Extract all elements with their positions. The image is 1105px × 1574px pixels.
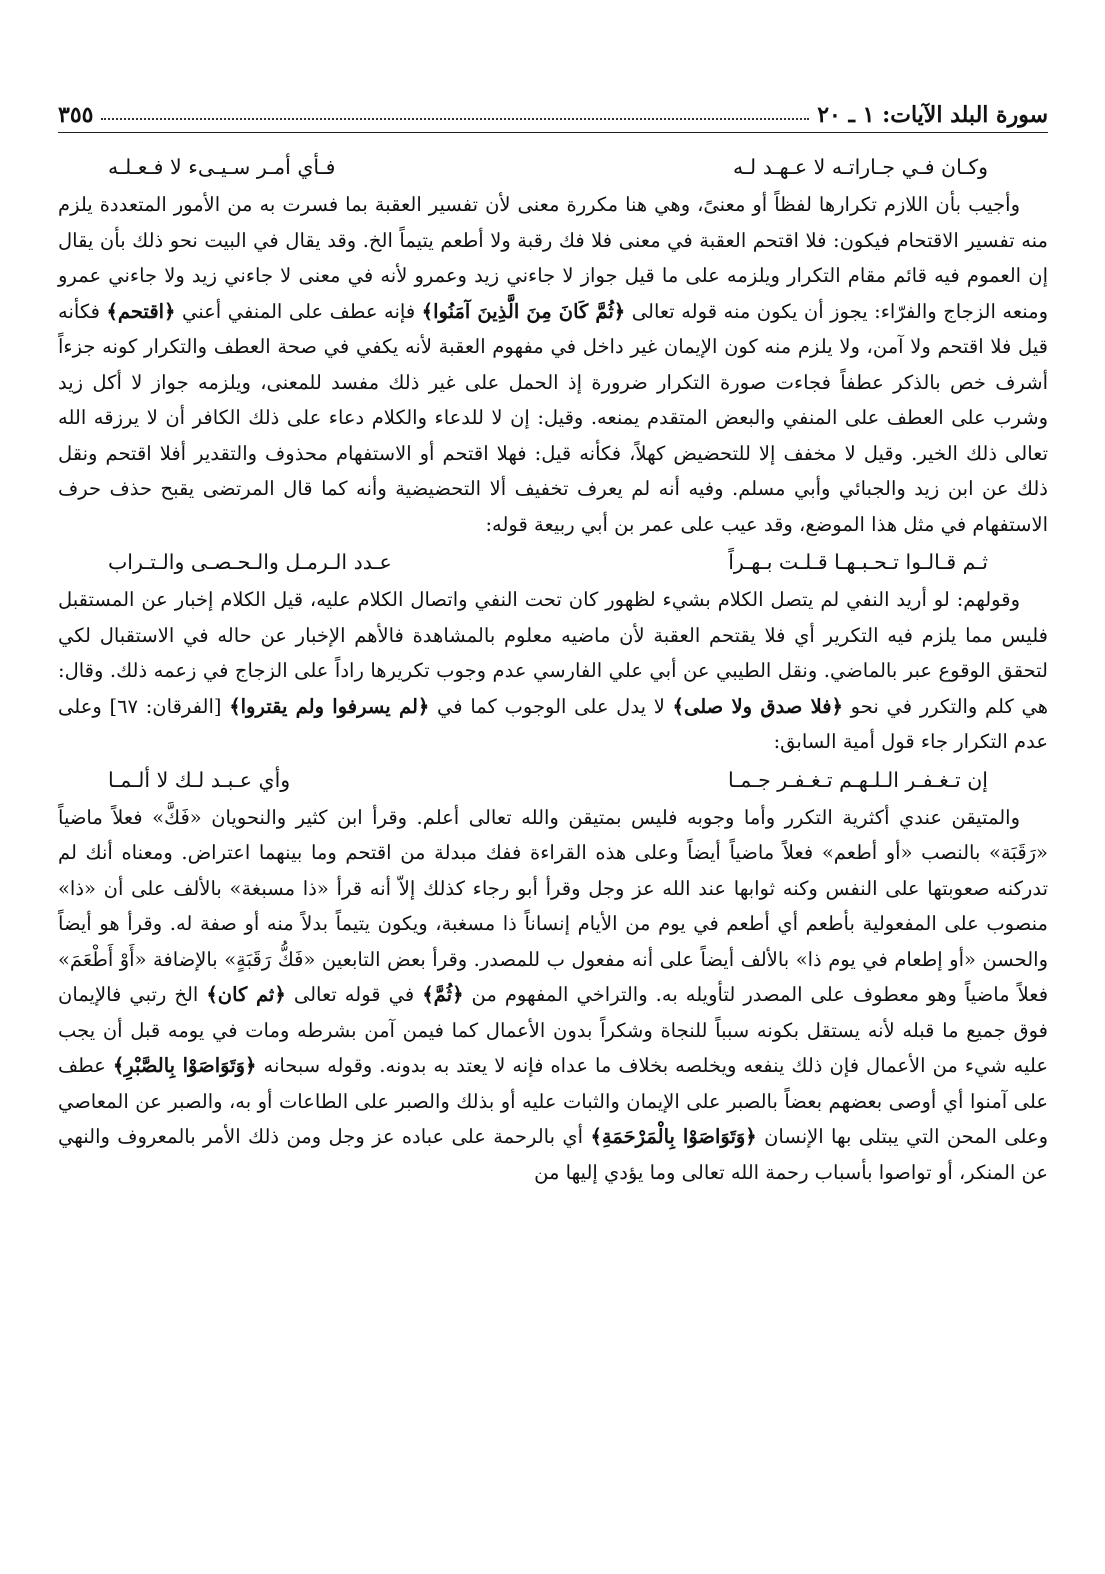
quran-citation: ﴿فلا صدق ولا صلى﴾	[672, 694, 843, 718]
paragraph-text: فإنه عطف على المنفي أعني	[182, 299, 416, 323]
verse-second-hemistich: وأي عـبـد لـك لا ألـمـا	[108, 767, 291, 792]
paragraph	[58, 800, 1048, 1191]
poetry-verse	[58, 760, 1048, 800]
paragraph-text: وقولهم: لو أريد النفي لم يتصل الكلام بشيء لظهور كان تحت النفي واتصال الكلام عليه، قيل الكلام إخبار عن المستقبل فليس مما يلزم فيه التكرير أي فلا يقتحم العقبة لأن ماضيه معلوم بالمشاهدة فالأهم الإخبار عن حاله في الاستقبال لكي لتحقق الوقوع عبر بالماضي. ونقل الطيبي عن أبي علي الفارسي عدم وجوب تكريرها راداً على الزجاج في زعمه ذلك. وقال: هي كلم والتكرر في نحو	[58, 588, 1048, 718]
verse-first-hemistich: ثـم قـالـوا تـحـبـهـا قـلـت بـهـراً	[728, 550, 988, 574]
paragraph-text: في قوله تعالى	[293, 983, 415, 1006]
poetry-verse	[58, 542, 1048, 582]
paragraph-text: الخ رتبي فالإيمان فوق جميع ما قبله لأنه يستقل بكونه سبباً للنجاة وشكراً بدون الأعمال كما فيمن آمن بشرطه ومات في يومه قبل أن يجب عليه شيء من الأعمال فإن ذلك ينفعه ويخلصه بخلاف ما عداه فإنه لا يعتد به بدونه. وقوله سبحانه	[58, 983, 1049, 1077]
paragraph	[58, 582, 1048, 760]
page-body	[58, 147, 1048, 1190]
chapter-title: سورة البلد الآيات: ١ ـ ٢٠	[817, 102, 1048, 128]
verse-second-hemistich: فـأي أمـر سـيـىء لا فـعـلـه	[108, 155, 336, 179]
paragraph-text: والمتيقن عندي أكثرية التكرر وأما وجوبه فليس بمتيقن والله تعالى أعلم. وقرأ ابن كثير والنحويان «فَكَّ» فعلاً ماضياً «رَقَبَة» بالنصب «أو أطعم» فعلاً ماضياً أيضاً وعلى هذه القراءة ففك مبدلة من اقتحم وما بينهما اعتراض. ومعناه أنك لم تدركنه صعوبتها على النفس وكنه ثوابها عند الله عز وجل وقرأ أبو رجاء كذلك إلاّ أنه قرأ «ذا مسبغة» بالألف على أن «ذا» منصوب على المفعولية بأطعم أي أطعم في يوم من الأيام إنساناً ذا مسغبة، ويكون يتيماً بدلاً منه أو صفة له. وقرأ هو أيضاً والحسن «أو إطعام في يوم ذا» بالألف أيضاً على أنه مفعول ب للمصدر. وقرأ بعض التابعين «فَكُّ رَقَبَةٍ» بالإضافة «أَوْ أَطْعَمَ» فعلاً ماضياً وهو معطوف على المصدر لتأويله به. والتراخي المفهوم من	[58, 805, 1049, 1006]
header-dot-leader	[101, 117, 809, 120]
quran-citation: ﴿ثُمَّ﴾	[422, 983, 464, 1006]
quran-citation: ﴿وَتَوَاصَوْا بِالْمَرْحَمَةِ﴾	[590, 1125, 757, 1148]
paragraph-text: وأجيب بأن اللازم تكرارها لفظاً أو معنىً، وهي هنا مكررة معنى لأن تفسير العقبة بما فسرت به من الأمور المتعددة يلزم منه تفسير الاقتحام فيكون: فلا اقتحم العقبة في معنى فلا فك رقبة ولا أطعم يتيماً الخ. وقد يقال في البيت نحو ذلك بأن يقال إن العموم فيه قائم مقام التكرار ويلزمه على ما قيل جواز لا جاءني زيد وعمرو لأنه في معنى لا جاءني زيد ولا جاءني عمرو ومنعه الزجاج والفرّاء: يجوز أن يكون منه قوله تعالى	[58, 193, 1049, 323]
running-header	[58, 88, 1048, 133]
book-page	[58, 88, 1048, 1558]
verse-second-hemistich: عـدد الـرمـل والـحـصـى والـتـراب	[108, 550, 392, 574]
poetry-verse	[58, 147, 1048, 187]
paragraph-text: فكأنه قيل فلا اقتحم ولا آمن، ولا يلزم منه كون الإيمان غير داخل في مفهوم العقبة لأنه يكفي في صحة العطف والتكرار كونه جزءاً أشرف خص بالذكر عطفاً فجاءت صورة التكرار ضرورة إذ الحمل على غير ذلك مفسد للمعنى، ويلزمه جواز لا أكل زيد وشرب على العطف على المنفي والبعض المتقدم يمنعه. وقيل: إن لا للدعاء والكلام دعاء على ذلك الكافر أن لا يرزقه الله تعالى ذلك الخير. وقيل لا مخفف إلا للتحضيض كهلاً، فكأنه قيل: فهلا اقتحم أو الاستفهام محذوف والتقدير أفلا اقتحم ونقل ذلك عن ابن زيد والجبائي وأبي مسلم. وفيه أنه لم يعرف تخفيف ألا التحضيضية وأنه كما قال المرتضى يقبح حذف حرف الاستفهام في مثل هذا الموضع، وقد عيب على عمر بن أبي ربيعة قوله:	[58, 299, 1048, 536]
paragraph	[58, 187, 1048, 542]
verse-first-hemistich: وكـان فـي جـاراتـه لا عـهـد لـه	[732, 155, 988, 179]
page-number: ٣٥٥	[58, 102, 94, 128]
paragraph-text: [الفرقان: ٦٧] وعلى عدم التكرار جاء قول أمية السابق:	[58, 694, 1048, 753]
quran-citation: ﴿ثُمَّ كَانَ مِنَ الَّذِينَ آمَنُوا﴾	[421, 299, 626, 323]
paragraph-text: أي بالرحمة على عباده عز وجل ومن ذلك الأمر بالمعروف والنهي عن المنكر، أو تواصوا بأسباب رحمة الله تعالى وما يؤدي إليها من	[58, 1125, 1048, 1184]
quran-citation: ﴿ثم كان﴾	[206, 983, 286, 1006]
paragraph-text: لا يدل على الوجوب كما في	[437, 694, 665, 718]
quran-citation: ﴿اقتحم﴾	[106, 299, 176, 323]
quran-citation: ﴿لم يسرفوا ولم يقتروا﴾	[229, 694, 430, 718]
paragraph-text: عطف على آمنوا أي أوصى بعضهم بعضاً بالصبر على الإيمان والثبات عليه أو بذلك والصبر على الطاعات أو به، والصبر عن المعاصي وعلى المحن التي يبتلى بها الإنسان	[58, 1054, 1048, 1148]
verse-first-hemistich: إن تـغـفـر الـلـهـم تـغـفـر جـمـا	[727, 767, 988, 792]
quran-citation: ﴿وَتَوَاصَوْا بِالصَّبْرِ﴾	[112, 1054, 257, 1077]
